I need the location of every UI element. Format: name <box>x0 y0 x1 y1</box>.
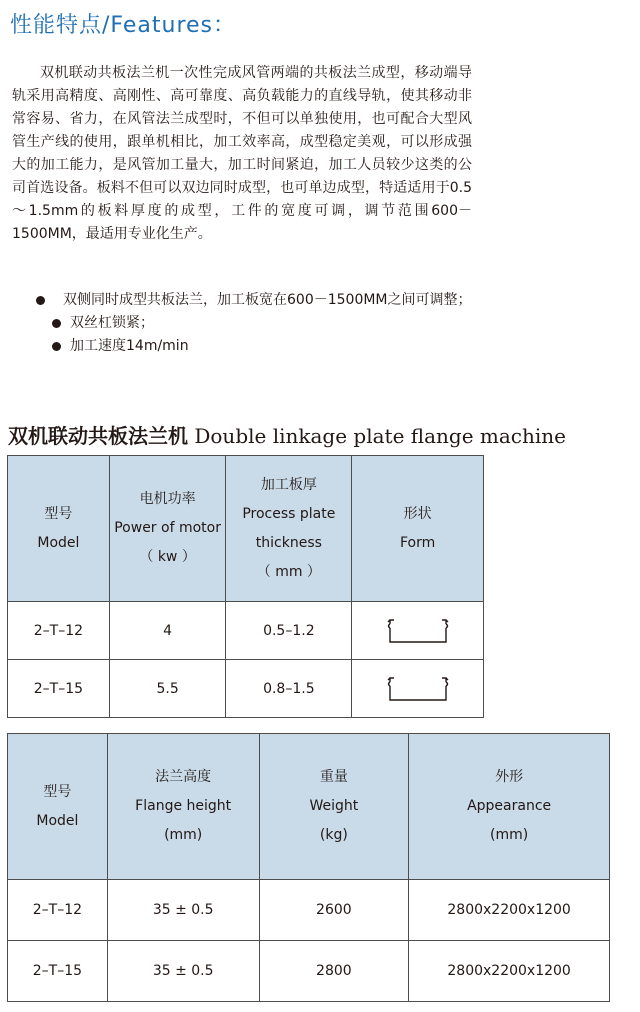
header-line: Model <box>37 534 80 551</box>
header-line: 外形 <box>495 769 524 785</box>
bullet-text: 双侧同时成型共板法兰，加工板宽在600－1500MM之间可调整； <box>63 292 472 308</box>
features-title: 性能特点/Features： <box>10 13 237 38</box>
header-line: 加工板厚 <box>260 476 317 493</box>
cell-weight: 2800 <box>259 941 409 1002</box>
header-thickness <box>226 456 352 602</box>
bullet-dot-icon <box>36 296 45 305</box>
header-line: (kg) <box>319 827 348 843</box>
header-model <box>8 456 110 602</box>
header-line: 型号 <box>44 505 73 522</box>
cell-model: 2–T–12 <box>8 880 108 941</box>
header-flange-height <box>107 734 259 880</box>
header-line: Power of motor <box>114 520 221 536</box>
header-line: Form <box>399 534 436 551</box>
cell-form <box>352 602 484 660</box>
header-form <box>352 456 484 602</box>
header-model <box>8 734 108 880</box>
machine-title-cn: 双机联动共板法兰机 <box>8 424 188 448</box>
cell-form <box>352 660 484 718</box>
cell-power: 5.5 <box>109 660 226 718</box>
header-line: thickness <box>255 534 322 551</box>
cell-flange-height: 35 ± 0.5 <box>107 880 259 941</box>
cell-appearance: 2800x2200x1200 <box>409 880 610 941</box>
spec-table-1 <box>7 455 484 718</box>
cell-model: 2–T–12 <box>8 602 110 660</box>
machine-title-en: Double linkage plate flange machine <box>194 424 566 448</box>
flange-profile-icon <box>386 616 450 646</box>
header-line: Weight <box>309 798 359 814</box>
cell-appearance: 2800x2200x1200 <box>409 941 610 1002</box>
cell-power: 4 <box>109 602 226 660</box>
cell-thickness: 0.8–1.5 <box>226 660 352 718</box>
table-header-row <box>8 734 610 880</box>
flange-profile-icon <box>386 674 450 704</box>
bullet-text: 加工速度14m/min <box>70 338 189 354</box>
cell-flange-height: 35 ± 0.5 <box>107 941 259 1002</box>
features-paragraph: 双机联动共板法兰机一次性完成风管两端的共板法兰成型，移动端导轨采用高精度、高刚性、高可靠度、高负载能力的直线导轨，使其移动非常容易、省力，在风管法兰成型时，不但可以单独使用，也可配合大型风管生产线的使用，跟单机相比，加工效率高，成型稳定美观，可以形成强大的加工能力，是风管加工量大，加工时间紧迫，加工人员较少这类的公司首选设备。板料不但可以双边同时成型，也可单边成型，特适适用于0.5～1.5mm的板料厚度的成型，工件的宽度可调，调节范围600－1500MM，最适用专业化生产。 <box>12 65 472 242</box>
header-line: 形状 <box>403 505 432 522</box>
cell-model: 2–T–15 <box>8 660 110 718</box>
table-header-row <box>8 456 484 602</box>
header-line: Process plate <box>242 505 336 522</box>
bullet-item <box>12 289 482 312</box>
cell-model: 2–T–15 <box>8 941 108 1002</box>
header-line: 电机功率 <box>139 491 196 507</box>
bullet-item <box>12 335 482 358</box>
features-bullet-list <box>12 289 482 358</box>
table-row <box>8 660 484 718</box>
bullet-item <box>12 312 482 335</box>
table-row <box>8 602 484 660</box>
cell-weight: 2600 <box>259 880 409 941</box>
header-line: （ kw ） <box>139 549 196 565</box>
header-line: Appearance <box>467 798 552 814</box>
bullet-dot-icon <box>52 342 61 351</box>
header-line: Flange height <box>135 798 232 814</box>
machine-title <box>8 420 566 449</box>
header-power <box>109 456 226 602</box>
header-line: 重量 <box>319 769 348 785</box>
header-weight <box>259 734 409 880</box>
header-line: (mm) <box>164 827 203 843</box>
table-row <box>8 941 610 1002</box>
header-line: 型号 <box>43 783 72 800</box>
bullet-dot-icon <box>52 319 61 328</box>
features-description <box>12 62 472 246</box>
spec-table-2 <box>7 733 610 1002</box>
cell-thickness: 0.5–1.2 <box>226 602 352 660</box>
header-line: (mm) <box>490 827 529 843</box>
header-line: Model <box>36 812 79 829</box>
header-appearance <box>409 734 610 880</box>
header-line: （ mm ） <box>256 563 321 580</box>
header-line: 法兰高度 <box>155 769 212 785</box>
table-row <box>8 880 610 941</box>
bullet-text: 双丝杠锁紧； <box>70 315 154 331</box>
